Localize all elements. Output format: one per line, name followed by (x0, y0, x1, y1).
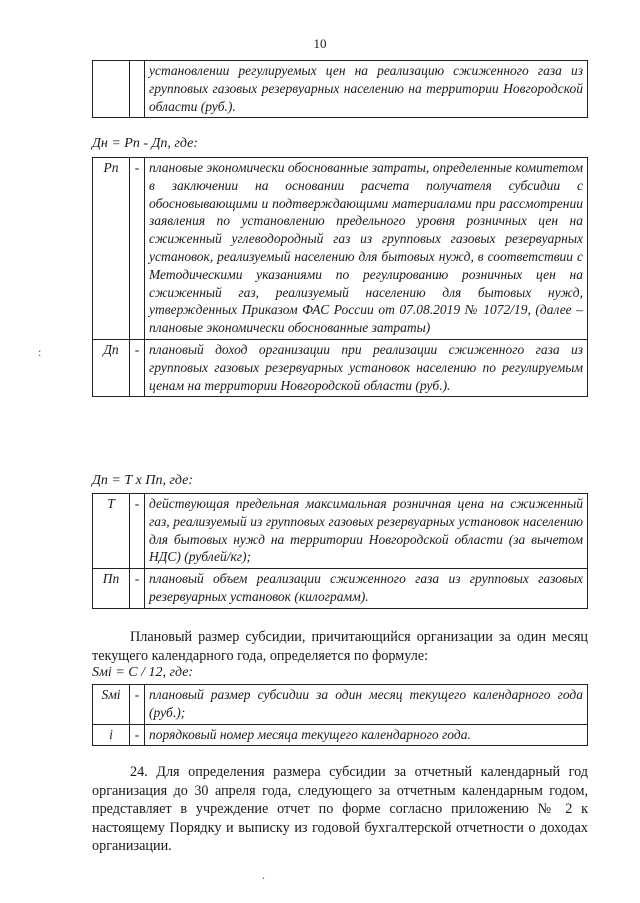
margin-mark: : (38, 345, 42, 359)
description-cell: плановый размер субсидии за один месяц текущего календарного года (руб.); (145, 685, 588, 725)
paragraph-monthly-subsidy (92, 628, 588, 665)
formula-income: Дн = Рп - Дп, где: (92, 136, 199, 151)
page-number: 10 (313, 36, 327, 51)
definitions-table-income (92, 157, 588, 397)
symbol-cell (93, 61, 130, 118)
dash-cell: - (130, 339, 145, 396)
description-cell: действующая предельная максимальная розничная цена на сжиженный газ, реализуемый из групповых газовых резервуарных установок населению для бытовых нужд на территории Новгородской области (за вычетом НДС) (рублей/кг); (145, 494, 588, 569)
dash-cell: - (130, 494, 145, 569)
dash-cell (130, 61, 145, 118)
description-cell: порядковый номер месяца текущего календарного года. (145, 724, 588, 746)
dash-cell: - (130, 685, 145, 725)
symbol-cell: Т (93, 494, 130, 569)
table-row (93, 339, 588, 396)
definitions-table-planned-income (92, 493, 588, 609)
table-row (93, 569, 588, 609)
table-row (93, 724, 588, 746)
scan-dot-mark: . (262, 868, 265, 882)
description-cell: установлении регулируемых цен на реализацию сжиженного газа из групповых газовых резервуарных населению на территории Новгородской области (руб.). (145, 61, 588, 118)
paragraph-text: 24. Для определения размера субсидии за отчетный календарный год организация до 30 апреля года, следующего за отчетным календарным годом, представляет в учреждение отчет по форме согласно приложению № 2 к настоящему Порядку и выписку из годовой бухгалтерской отчетности о доходах организации. (92, 764, 588, 854)
table-row (93, 158, 588, 340)
table-row (93, 494, 588, 569)
description-cell: плановый объем реализации сжиженного газа из групповых газовых резервуарных установок (килограмм). (145, 569, 588, 609)
dash-cell: - (130, 158, 145, 340)
symbol-cell: Дп (93, 339, 130, 396)
symbol-cell: Рп (93, 158, 130, 340)
symbol-cell: i (93, 724, 130, 746)
description-cell: плановый доход организации при реализации сжиженного газа из групповых газовых резервуарных установок населению по регулируемым ценам на территории Новгородской области (руб.). (145, 339, 588, 396)
table-row (93, 685, 588, 725)
paragraph-item-24 (92, 763, 588, 856)
symbol-cell: Sмi (93, 685, 130, 725)
description-cell: плановые экономически обоснованные затраты, определенные комитетом в заключении на основании расчета получателя субсидии с обосновывающими и подтверждающими материалами при рассмотрении заявления по установлению предельного уровня розничных цен на сжиженный углеводородный газ из групповых газовых резервуарных установок, реализуемый населению для бытовых нужд, в соответствии с Методическими указаниями по регулированию розничных цен на сжиженный газ, реализуемый населению для бытовых нужд, утвержденных Приказом ФАС России от 07.08.2019 № 1072/19, (далее – плановые экономически обоснованные затраты) (145, 158, 588, 340)
dash-cell: - (130, 724, 145, 746)
definitions-table-monthly (92, 684, 588, 746)
definitions-table-continued (92, 60, 588, 118)
formula-planned-income: Дп = Т х Пп, где: (92, 473, 194, 488)
formula-monthly-subsidy: Sмi = С / 12, где: (92, 665, 194, 680)
dash-cell: - (130, 569, 145, 609)
symbol-cell: Пп (93, 569, 130, 609)
table-row (93, 61, 588, 118)
paragraph-text: Плановый размер субсидии, причитающийся организации за один месяц текущего календарного года, определяется по формуле: (92, 629, 588, 664)
